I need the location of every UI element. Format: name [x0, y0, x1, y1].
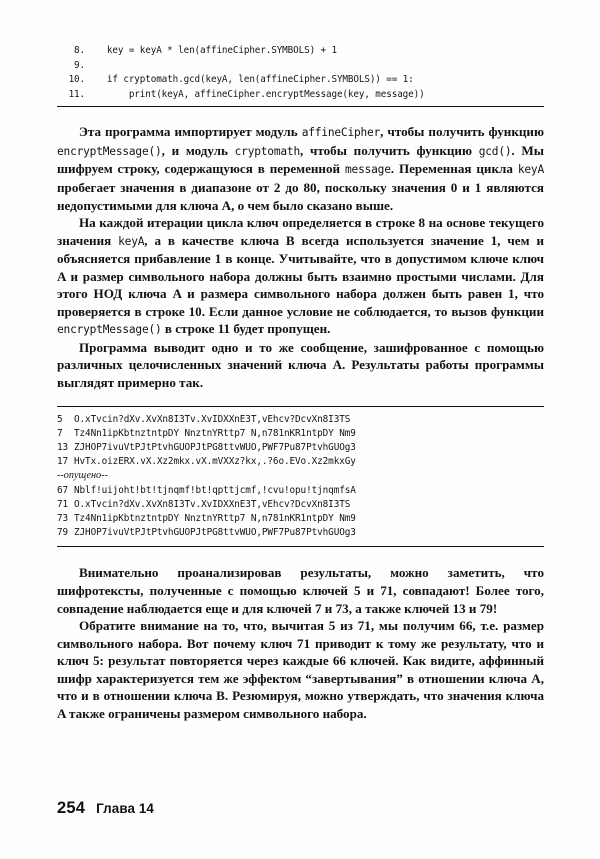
text-run: Обратите внимание на то, что, вычитая 5 из 71, мы получим 66, т.е. размер символьного набора. Вот почему ключ 71 приводит к тому же результату, что и ключ 5: результат повторяется через каждые 66 ключей. Как видите, аффинный шифр характеризуется тем же эффектом “завертывания” в отношении ключа A, что и в отношении ключа B. Резюмируя, можно утверждать, что значения ключа A также ограничены размером символьного набора.	[57, 618, 544, 721]
code-listing-top	[57, 44, 544, 107]
output-ciphertext: Tz4Nn1ipKbtnztntpDY NnztnYRttp7 N,n781nKR1ntpDY Nm9	[74, 513, 356, 524]
para-wraparound-explanation	[57, 617, 544, 722]
code-line-number: 8.	[74, 45, 85, 56]
code-line-number: 11.	[68, 88, 85, 100]
output-line	[57, 526, 544, 540]
inline-code: affineCipher	[301, 126, 381, 140]
text-run: , чтобы получить функцию	[299, 142, 479, 158]
text-run: На каждой итерации цикла ключ определяется в строке 8 на основе текущего значения	[57, 215, 544, 248]
output-line	[57, 441, 544, 455]
output-key-number: 67	[57, 484, 69, 496]
text-run: пробегает значения в диапазоне от 2 до 80, поскольку значения 0 и 1 являются недопустимыми для ключа A, о чем было сказано выше.	[57, 180, 544, 213]
prose-block-upper	[57, 123, 544, 391]
code-line	[57, 44, 544, 59]
inline-code: message	[345, 163, 391, 177]
output-key-number: 71	[57, 498, 69, 510]
output-ciphertext: Tz4Nn1ipKbtnztntpDY NnztnYRttp7 N,n781nKR1ntpDY Nm9	[74, 427, 356, 439]
text-run: . Мы шифруем строку, содержащуюся в переменной	[57, 142, 544, 177]
prose-block-lower	[57, 564, 544, 722]
code-line	[57, 88, 544, 103]
output-ciphertext: O.xTvcin?dXv.XvXn8I3Tv.XvIDXXnE3T,vEhcv?DcvXn8I3TS	[74, 498, 351, 510]
inline-code: keyA	[517, 163, 544, 177]
para-analysis-ciphertexts	[57, 564, 544, 617]
page-footer	[57, 799, 154, 818]
text-run: Программа выводит одно и то же сообщение, зашифрованное с помощью различных целочисленных значений ключа A. Результаты работы программы выглядят примерно так.	[57, 339, 544, 391]
para-loop-iteration	[57, 214, 544, 339]
inline-code: keyA	[118, 234, 145, 248]
inline-code: encryptMessage()	[57, 323, 162, 337]
code-line-number: 9.	[74, 59, 85, 71]
output-key-number: 7	[57, 427, 63, 439]
output-ciphertext: ZJHOP7ivuVtPJtPtvhGUOPJtPG8ttvWUO,PWF7Pu87PtvhGUOg3	[74, 527, 356, 539]
page-number: 254	[57, 799, 86, 817]
output-ciphertext: O.xTvcin?dXv.XvXn8I3Tv.XvIDXXnE3T,vEhcv?DcvXn8I3TS	[74, 413, 351, 425]
inline-code: cryptomath	[234, 144, 300, 158]
output-key-number: 17	[57, 456, 69, 468]
output-ciphertext: ZJHOP7ivuVtPJtPtvhGUOPJtPG8ttvWUO,PWF7Pu87PtvhGUOg3	[74, 441, 356, 453]
output-line	[57, 413, 544, 427]
page-content	[57, 44, 544, 722]
code-listing-lines	[57, 44, 544, 102]
output-key-number: 79	[57, 527, 69, 539]
text-run: , и модуль	[161, 142, 235, 158]
output-ciphertext: HvTx.oizERX.vX.Xz2mkx.vX.mVXXz?kx,.?6o.EVo.Xz2mkxGy	[74, 456, 356, 468]
code-line-number: 10.	[68, 74, 85, 86]
output-lines	[57, 413, 544, 541]
output-line	[57, 455, 544, 469]
paragraphs-lower	[57, 564, 544, 722]
text-run: , чтобы получить функцию	[380, 124, 544, 140]
chapter-label: Глава 14	[96, 801, 154, 816]
text-run: , а в качестве ключа B всегда используется значение 1, чем и объясняется прибавление 1 в конце. Учитывайте, что в допустимом ключе ключ A и размер символьного набора должны быть взаимно простыми числами. Для этого НОД ключа A и размера символьного набора должен быть равен 1, что проверяется в строке 10. Если данное условие не соблюдается, то вызов функции	[57, 232, 544, 319]
text-run: . Переменная цикла	[390, 161, 518, 177]
code-line	[57, 59, 544, 74]
output-key-number: 13	[57, 441, 69, 453]
code-line-text: if cryptomath.gcd(keyA, len(affineCipher.SYMBOLS)) == 1:	[85, 74, 414, 86]
text-run: в строке 11 будет пропущен.	[161, 321, 331, 337]
output-line	[57, 498, 544, 512]
code-line	[57, 73, 544, 88]
output-key-number: 73	[57, 513, 69, 524]
output-omitted-marker: --опущено--	[57, 470, 108, 482]
output-line	[57, 484, 544, 498]
output-key-number: 5	[57, 413, 63, 425]
inline-code: encryptMessage()	[57, 144, 162, 158]
code-line-text: print(keyA, affineCipher.encryptMessage(key, message))	[85, 88, 425, 100]
program-output-block	[57, 406, 544, 548]
paragraphs-upper	[57, 123, 544, 391]
output-ciphertext: Nblf!uijoht!bt!tjnqmf!bt!qpttjcmf,!cvu!opu!tjnqmfsA	[74, 484, 356, 496]
text-run: Внимательно проанализировав результаты, можно заметить, что шифротексты, полученные с помощью ключей 5 и 71, совпадают! Более того, совпадение наблюдается еще и для ключей 7 и 73, а также ключей 13 и 79!	[57, 565, 544, 616]
output-line	[57, 512, 544, 526]
code-line-text: key = keyA * len(affineCipher.SYMBOLS) + 1	[85, 45, 337, 56]
inline-code: gcd()	[478, 144, 512, 158]
output-line	[57, 427, 544, 441]
para-program-output-intro	[57, 339, 544, 392]
text-run: Эта программа импортирует модуль	[79, 124, 302, 140]
para-import-description	[57, 123, 544, 214]
